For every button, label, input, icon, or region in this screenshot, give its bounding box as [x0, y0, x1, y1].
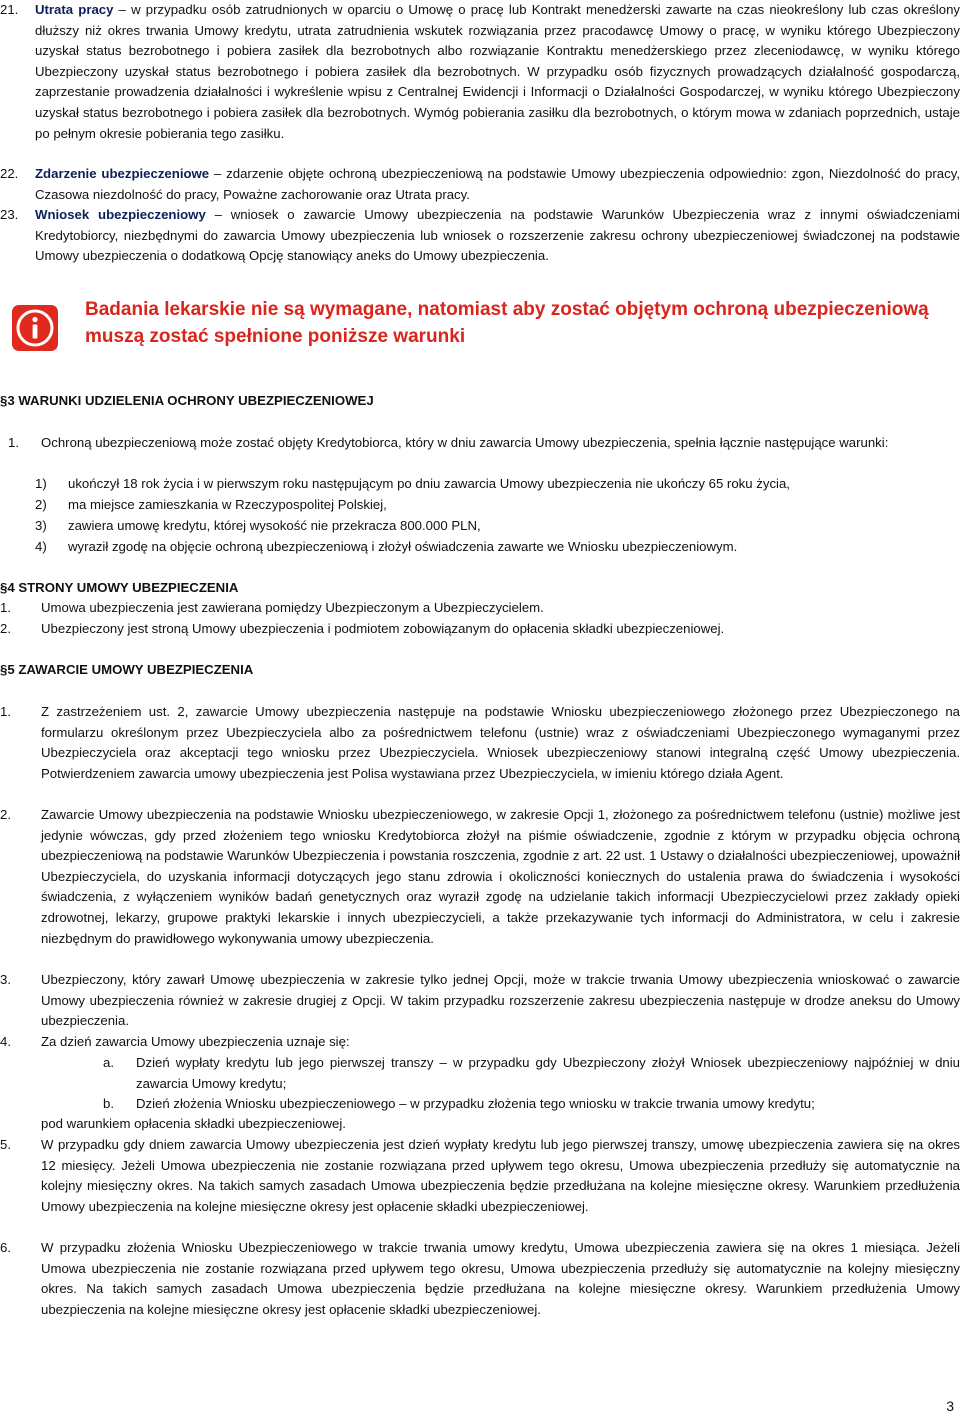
section-5-item-4: [0, 1032, 960, 1053]
item-number: 6.: [0, 1240, 11, 1255]
item-text: Zawarcie Umowy ubezpieczenia na podstawie Wniosku ubezpieczeniowego, w zakresie Opcji 1, złożonego za pośrednictwem telefonu (ustnie) możliwe jest jedynie wówczas, gdy przed złożeniem tego wniosku Kredytobiorca złożył na piśmie oświadczenie, zgodnie z którym w przypadku objęcia ochroną ubezpieczeniową na podstawie Warunków Ubezpieczenia i powstania roszczenia, zgodnie z art. 22 ust. 1 Ustawy o działalności ubezpieczeniowej, upoważnił Ubezpieczyciela, do uzyskania informacji dotyczących jego stanu zdrowia i okoliczności koniecznych do ustalenia prawa do świadczenia i wysokości świadczenia, z wyłączeniem wyników badań genetycznych oraz wyraził zgodę na udzielanie takich informacji Ubezpieczycielowi przez zakłady opieki zdrowotnej, lekarzy, grupowe praktyki lekarskie i innych ubezpieczycieli, a także przekazywanie tych informacji do Administratora, w celu i zakresie niezbędnym do prawidłowego wykonywania umowy ubezpieczenia.: [41, 807, 960, 946]
condition-3: [35, 516, 960, 537]
sub-item-label: a.: [103, 1055, 114, 1070]
definition-text: – w przypadku osób zatrudnionych w oparciu o Umowę o pracę lub Kontrakt menedżerski zawarte na czas nieokreślony lub czas określony dłuższy niż okres trwania Umowy kredytu, utrata zatrudnienia wskutek rozwiązania przez pracodawcę Umowy o pracę, w wyniku którego Ubezpieczony uzyskał status bezrobotnego i pobiera zasiłek dla bezrobotnych albo rozwiązanie Kontraktu menedżerskiego przez zleceniodawcę, w wyniku którego Ubezpieczony uzyskał status bezrobotnego i pobiera zasiłek dla bezrobotnych. W przypadku osób fizycznych prowadzących działalność gospodarczą, zaprzestanie prowadzenia działalności i wykreślenie wpisu z Centralnej Ewidencji i Informacji o Działalności Gospodarczej, w wyniku którego Ubezpieczony uzyskał status bezrobotnego i pobiera zasiłek dla bezrobotnych. Wymóg pobierania zasiłku dla bezrobotnych, o którym mowa w zdaniach poprzednich, ustaje po pełnym okresie pobierania tego zasiłku.: [35, 2, 960, 141]
condition-text: zawiera umowę kredytu, której wysokość nie przekracza 800.000 PLN,: [68, 518, 481, 533]
condition-2: [35, 495, 960, 516]
definition-23: [0, 205, 960, 267]
item-number: 4.: [0, 1034, 11, 1049]
info-icon: [12, 305, 58, 351]
condition-1: [35, 474, 960, 495]
section-4-heading: §4 STRONY UMOWY UBEZPIECZENIA: [0, 580, 239, 595]
item-number: 23.: [0, 207, 19, 222]
section-3-item-1: [0, 433, 960, 454]
definition-22: [0, 164, 960, 205]
condition-4: [35, 537, 960, 558]
item-number: 3.: [0, 972, 11, 987]
section-5-item-3: [0, 970, 960, 1032]
term: Wniosek ubezpieczeniowy: [35, 207, 206, 222]
page-number: 3: [946, 1398, 954, 1414]
condition-label: 3): [35, 518, 47, 533]
item-text: Ubezpieczony, który zawarł Umowę ubezpieczenia w zakresie tylko jednej Opcji, może w trakcie trwania Umowy ubezpieczenia wnioskować o zawarcie Umowy ubezpieczenia również w zakresie drugiej z Opcji. W takim przypadku rozszerzenie zakresu ubezpieczenia następuje w drodze aneksu do Umowy ubezpieczenia.: [41, 972, 960, 1029]
section-5-item-5: [0, 1135, 960, 1217]
section-4-item-2: [0, 619, 960, 640]
item-text: W przypadku złożenia Wniosku Ubezpieczeniowego w trakcie trwania umowy kredytu, Umowa ubezpieczenia zawiera się na okres 1 miesiąca. Jeżeli Umowa ubezpieczenia nie zostanie rozwiązana przed upływem tego okresu, Umowa ubezpieczenia przedłuży się automatycznie na kolejny miesięczny okres. Na takich samych zasadach Umowa ubezpieczenia będzie przedłużana na kolejne miesięczne okresy. Warunkiem przedłużenia Umowy ubezpieczenia na kolejne miesięczne okresy jest opłacenie składki ubezpieczeniowej.: [41, 1240, 960, 1317]
sub-item-b: [103, 1094, 960, 1115]
sub-item-text: Dzień złożenia Wniosku ubezpieczeniowego – w przypadku złożenia tego wniosku w trakcie trwania umowy kredytu;: [136, 1096, 815, 1111]
item-text: Z zastrzeżeniem ust. 2, zawarcie Umowy ubezpieczenia następuje na podstawie Wniosku ubezpieczeniowego złożonego przez Ubezpieczonego na formularzu określonym przez Ubezpieczyciela albo za pośrednictwem telefonu (ustnie) wraz z oświadczeniami Ubezpieczonego wymaganymi przez Ubezpieczyciela oraz akceptacji tego wniosku przez Ubezpieczyciela. Wniosek ubezpieczeniowy stanowi integralną część Umowy ubezpieczenia. Potwierdzeniem zawarcia umowy ubezpieczenia jest Polisa wystawiana przez Ubezpieczyciela, w imieniu którego działa Agent.: [41, 704, 960, 781]
condition-text: ma miejsce zamieszkania w Rzeczypospolitej Polskiej,: [68, 497, 387, 512]
item-number: 21.: [0, 2, 19, 17]
sub-item-text: Dzień wypłaty kredytu lub jego pierwszej transzy – w przypadku gdy Ubezpieczony złożył Wniosek ubezpieczeniowy najpóźniej w dniu zawarcia Umowy kredytu;: [136, 1055, 960, 1091]
item-text: Za dzień zawarcia Umowy ubezpieczenia uznaje się:: [41, 1034, 350, 1049]
item-number: 1.: [0, 600, 11, 615]
condition-label: 2): [35, 497, 47, 512]
condition-text: wyraził zgodę na objęcie ochroną ubezpieczeniową i złożył oświadczenia zawarte we Wniosku ubezpieczeniowym.: [68, 539, 738, 554]
requirements-notice: Badania lekarskie nie są wymagane, natomiast aby zostać objętym ochroną ubezpieczeniową muszą zostać spełnione poniższe warunki: [85, 299, 929, 347]
item-text: W przypadku gdy dniem zawarcia Umowy ubezpieczenia jest dzień wypłaty kredytu lub jego pierwszej transzy, umowę ubezpieczenia zawiera się na okres 12 miesięcy. Jeżeli Umowa ubezpieczenia nie zostanie rozwiązana przed upływem tego okresu, Umowa ubezpieczenia przedłuży się automatycznie na kolejny miesięczny okres. Na takich samych zasadach Umowa ubezpieczenia będzie przedłużana na kolejne miesięczne okresy. Warunkiem przedłużenia Umowy ubezpieczenia na kolejne miesięczne okresy jest opłacenie składki ubezpieczeniowej.: [41, 1137, 960, 1214]
definition-21: [0, 0, 960, 144]
condition-text: ukończył 18 rok życia i w pierwszym roku następującym po dniu zawarcia Umowy ubezpieczenia nie ukończy 65 roku życia,: [68, 476, 790, 491]
sub-item-label: b.: [103, 1096, 114, 1111]
section-5-item-1: [0, 702, 960, 784]
section-4-item-1: [0, 598, 960, 619]
condition-label: 1): [35, 476, 47, 491]
term: Zdarzenie ubezpieczeniowe: [35, 166, 210, 181]
item-text: Ochroną ubezpieczeniową może zostać objęty Kredytobiorca, który w dniu zawarcia Umowy ubezpieczenia, spełnia łącznie następujące warunki:: [41, 435, 889, 450]
definition-text: – zdarzenie objęte ochroną ubezpieczeniową na podstawie Umowy ubezpieczenia odpowiednio: zgon, Niezdolność do pracy, Czasowa niezdolność do pracy, Poważne zachorowanie oraz Utrata pracy.: [35, 166, 960, 202]
condition-label: 4): [35, 539, 47, 554]
item-number: 1.: [0, 704, 11, 719]
section-5-item-4-tail: pod warunkiem opłacenia składki ubezpieczeniowej.: [41, 1116, 346, 1131]
item-number: 22.: [0, 166, 19, 181]
item-number: 5.: [0, 1137, 11, 1152]
section-5-item-6: [0, 1238, 960, 1320]
section-3-heading: §3 WARUNKI UDZIELENIA OCHRONY UBEZPIECZENIOWEJ: [0, 393, 374, 408]
item-text: Umowa ubezpieczenia jest zawierana pomiędzy Ubezpieczonym a Ubezpieczycielem.: [41, 600, 544, 615]
section-5-item-2: [0, 805, 960, 949]
definition-text: – wniosek o zawarcie Umowy ubezpieczenia na podstawie Warunków Ubezpieczenia wraz z innymi oświadczeniami Kredytobiorcy, niezbędnymi do zawarcia Umowy ubezpieczenia lub wniosek o rozszerzenie zakresu ochrony ubezpieczeniowej świadczonej na podstawie Umowy ubezpieczenia o dodatkową Opcję stanowiący aneks do Umowy ubezpieczenia.: [35, 207, 960, 264]
section-5-heading: §5 ZAWARCIE UMOWY UBEZPIECZENIA: [0, 662, 254, 677]
sub-item-a: [103, 1053, 960, 1094]
item-number: 2.: [0, 807, 11, 822]
item-text: Ubezpieczony jest stroną Umowy ubezpieczenia i podmiotem zobowiązanym do opłacenia składki ubezpieczeniowej.: [41, 621, 725, 636]
term: Utrata pracy: [35, 2, 114, 17]
item-number: 1.: [8, 435, 19, 450]
item-number: 2.: [0, 621, 11, 636]
